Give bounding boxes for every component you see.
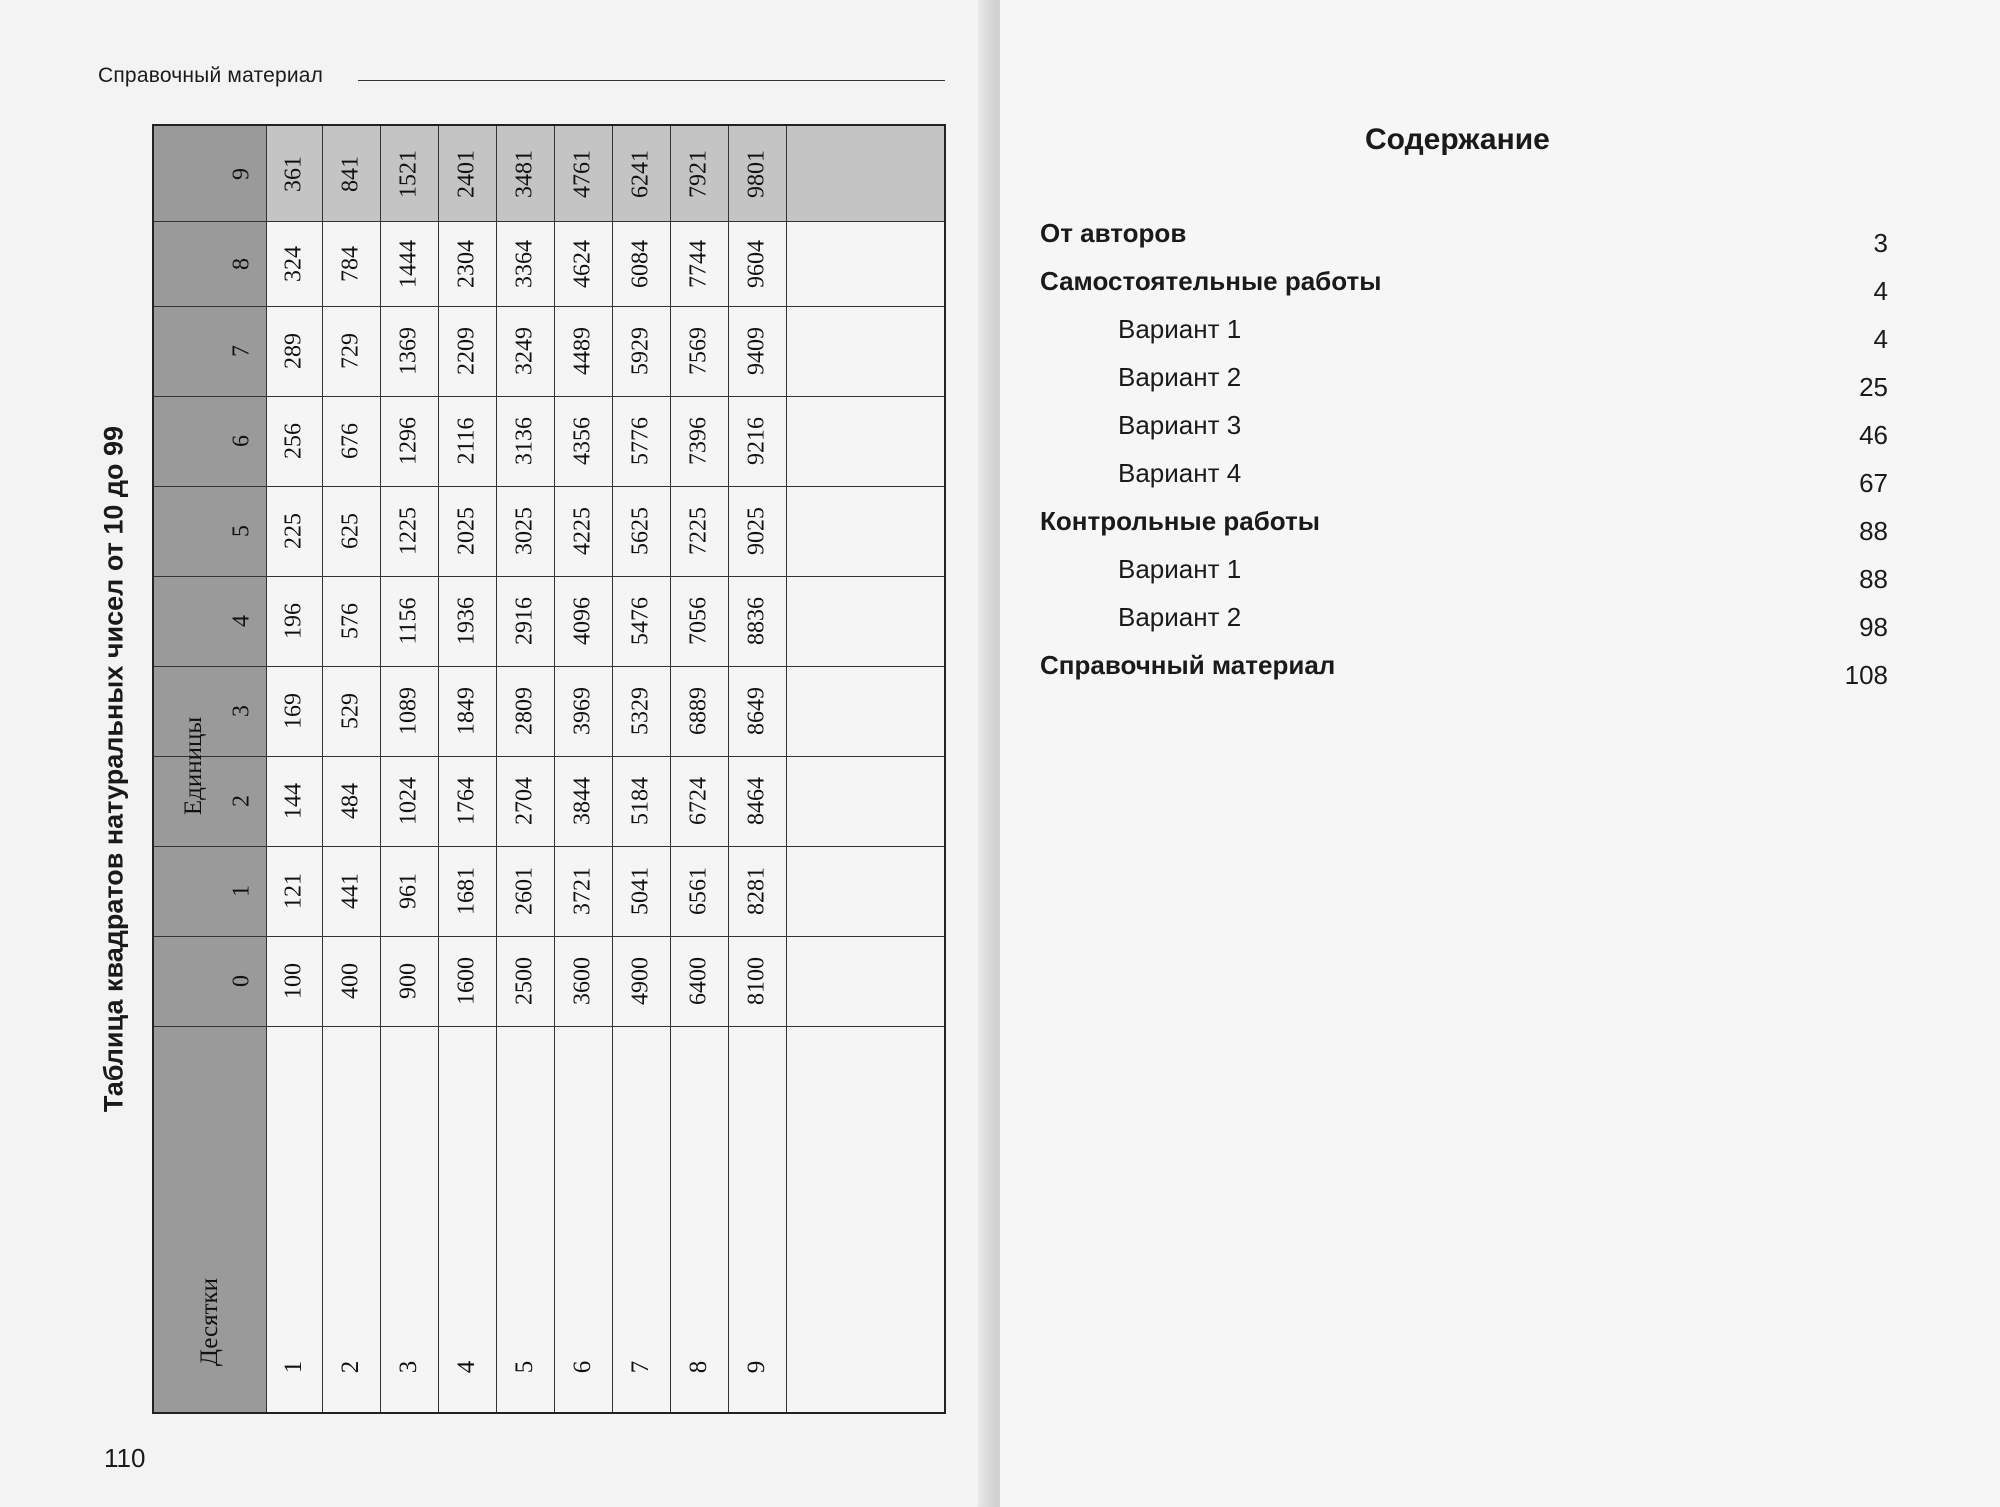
square-value-text: 3600 [569,957,596,1005]
unit-header-text: 8 [228,257,255,270]
square-value-text: 1521 [395,149,422,198]
toc-entry-label: Вариант 1 [1118,554,1242,584]
units-axis-label-text: Единицы [180,716,207,816]
running-header: Справочный материал [98,64,324,87]
unit-header-text: 9 [228,167,255,180]
square-value-text: 2209 [453,327,480,375]
square-value-text: 225 [280,513,307,549]
toc-entry-label: Вариант 2 [1118,602,1242,632]
table-title-container [94,124,134,1414]
toc-entry[interactable] [1040,454,1888,502]
unit-header-text: 5 [228,525,255,537]
square-value-text: 1936 [453,597,480,645]
grid-line-vertical [496,126,497,1412]
toc-entry[interactable] [1040,214,1888,262]
square-value-text: 6241 [627,149,654,198]
square-value-text: 121 [280,873,307,909]
square-value-text: 4225 [569,507,596,555]
toc-entry-page: 4 [1873,276,1888,306]
tens-axis-label-text: Десятки [196,1277,223,1367]
toc-entry-page: 67 [1859,468,1888,498]
toc-entry-page: 3 [1873,228,1888,258]
grid-line-horizontal [154,756,944,757]
square-value-text: 7921 [685,149,712,198]
square-value-text: 6400 [685,957,712,1005]
square-value-text: 3481 [511,149,538,198]
square-value-text: 784 [337,245,364,282]
unit-header-text: 0 [228,975,255,987]
square-value-text: 144 [280,783,307,819]
grid-line-vertical [266,126,267,1412]
square-value-text: 7569 [685,327,712,375]
square-value-text: 2401 [453,149,480,198]
square-value-text: 625 [337,513,364,549]
grid-line-vertical [670,126,671,1412]
square-value-text: 3969 [569,687,596,735]
toc-entry[interactable] [1040,502,1888,550]
square-value-text: 484 [337,783,364,819]
square-value-text: 1156 [395,597,422,645]
grid-line-vertical [380,126,381,1412]
square-value-text: 256 [280,423,307,459]
square-value-text: 8836 [743,597,770,645]
tens-label-text: 1 [280,1360,307,1374]
square-value-text: 3025 [511,507,538,555]
toc-entry[interactable] [1040,358,1888,406]
square-value-text: 2601 [511,867,538,915]
tens-label-text: 2 [337,1360,364,1374]
squares-table [152,124,946,1414]
square-value-text: 2916 [511,597,538,645]
square-value-text: 6889 [685,687,712,735]
square-value-text: 361 [280,155,307,192]
toc-entry-label: Контрольные работы [1040,506,1320,536]
toc-entry-page: 88 [1859,564,1888,594]
tens-label-text: 8 [685,1360,712,1374]
grid-line-horizontal [154,666,944,667]
toc-entry[interactable] [1040,550,1888,598]
square-value-text: 289 [280,333,307,369]
square-value-text: 2809 [511,687,538,735]
square-value-text: 441 [337,873,364,909]
square-value-text: 7225 [685,507,712,555]
square-value-text: 7744 [685,239,712,288]
unit-header-text: 3 [228,705,255,717]
toc-entry-label: Вариант 3 [1118,410,1242,440]
tens-label-text: 7 [627,1360,654,1374]
square-value-text: 8281 [743,867,770,915]
grid-line-vertical [322,126,323,1412]
square-value-text: 400 [337,963,364,999]
toc-entry-page: 46 [1859,420,1888,450]
square-value-text: 8100 [743,957,770,1005]
toc-title: Содержание [1365,123,1550,156]
square-value-text: 5041 [627,867,654,915]
square-value-text: 4761 [569,149,596,198]
square-value-text: 1849 [453,687,480,735]
grid-line-vertical [786,126,787,1412]
square-value-text: 7396 [685,417,712,465]
square-value-text: 1225 [395,507,422,555]
square-value-text: 4096 [569,597,596,645]
toc-entry[interactable] [1040,310,1888,358]
tens-label-text: 3 [395,1360,422,1374]
square-value-text: 6561 [685,867,712,915]
square-value-text: 5184 [627,777,654,825]
square-value-text: 9025 [743,507,770,555]
square-value-text: 3721 [569,867,596,915]
square-value-text: 529 [337,693,364,729]
square-value-text: 1600 [453,957,480,1005]
tens-label-text: 5 [511,1360,538,1374]
square-value-text: 8649 [743,687,770,735]
grid-line-vertical [554,126,555,1412]
grid-line-vertical [728,126,729,1412]
square-value-text: 5776 [627,417,654,465]
square-value-text: 324 [280,245,307,282]
grid-line-horizontal [154,1026,944,1027]
square-value-text: 2116 [453,417,480,465]
unit-header-text: 2 [228,795,255,807]
square-value-text: 1764 [453,777,480,825]
tens-label-text: 4 [453,1360,480,1374]
square-value-text: 3136 [511,417,538,465]
page-number: 110 [104,1443,146,1473]
square-value-text: 3249 [511,327,538,375]
toc-entry-page: 4 [1873,324,1888,354]
toc-entry-label: Вариант 2 [1118,362,1242,392]
unit-header-text: 6 [228,435,255,447]
square-value-text: 961 [395,873,422,909]
square-value-text: 4624 [569,239,596,288]
square-value-text: 1369 [395,327,422,375]
square-value-text: 6084 [627,239,654,288]
grid-line-horizontal [154,221,944,222]
tens-header-shade [154,126,266,1412]
grid-line-horizontal [154,396,944,397]
square-value-text: 676 [337,423,364,459]
square-value-text: 100 [280,963,307,999]
header-rule [358,80,945,81]
grid-line-horizontal [154,936,944,937]
square-value-text: 2025 [453,507,480,555]
grid-line-horizontal [154,306,944,307]
left-page [0,0,995,1507]
square-value-text: 8464 [743,777,770,825]
unit-header-text: 7 [228,345,255,357]
square-value-text: 1024 [395,777,422,825]
square-value-text: 4900 [627,957,654,1005]
square-value-text: 729 [337,333,364,369]
square-value-text: 9604 [743,239,770,288]
square-value-text: 9801 [743,149,770,198]
square-value-text: 169 [280,693,307,729]
grid-line-horizontal [154,576,944,577]
toc-entry[interactable] [1040,262,1888,310]
grid-line-vertical [612,126,613,1412]
square-value-text: 5476 [627,597,654,645]
unit-header-text: 1 [228,885,255,897]
toc-entry[interactable] [1040,598,1888,646]
square-value-text: 9409 [743,327,770,375]
grid-line-vertical [438,126,439,1412]
square-value-text: 1681 [453,867,480,915]
square-value-text: 4489 [569,327,596,375]
toc-entry-label: От авторов [1040,218,1187,248]
square-value-text: 1444 [395,239,422,288]
square-value-text: 900 [395,963,422,999]
square-value-text: 2304 [453,239,480,288]
grid-line-horizontal [154,846,944,847]
units-header-shade [266,126,944,221]
grid-line-horizontal [154,486,944,487]
square-value-text: 576 [337,603,364,639]
square-value-text: 5625 [627,507,654,555]
square-value-text: 4356 [569,417,596,465]
table-title: Таблица квадратов натуральных чисел от 10 до 99 [98,425,129,1113]
tens-label-text: 6 [569,1360,596,1374]
square-value-text: 1089 [395,687,422,735]
toc-entry-label: Вариант 4 [1118,458,1242,488]
toc-entry-page: 25 [1859,372,1888,402]
square-value-text: 9216 [743,417,770,465]
square-value-text: 7056 [685,597,712,645]
toc-entry-page: 108 [1844,660,1888,690]
square-value-text: 196 [280,603,307,639]
toc-entry-page: 98 [1859,612,1888,642]
toc-entry[interactable] [1040,406,1888,454]
square-value-text: 1296 [395,417,422,465]
square-value-text: 2704 [511,777,538,825]
toc-entry[interactable] [1040,646,1888,694]
square-value-text: 2500 [511,957,538,1005]
square-value-text: 841 [337,155,364,192]
unit-header-text: 4 [228,615,255,627]
toc-entry-label: Самостоятельные работы [1040,266,1382,296]
square-value-text: 3844 [569,777,596,825]
toc-entry-label: Справочный материал [1040,650,1336,680]
square-value-text: 5929 [627,327,654,375]
square-value-text: 3364 [511,239,538,288]
toc-entry-label: Вариант 1 [1118,314,1242,344]
square-value-text: 5329 [627,687,654,735]
tens-label-text: 9 [743,1360,770,1374]
square-value-text: 6724 [685,777,712,825]
toc-entry-page: 88 [1859,516,1888,546]
toc-list [1040,214,1888,694]
